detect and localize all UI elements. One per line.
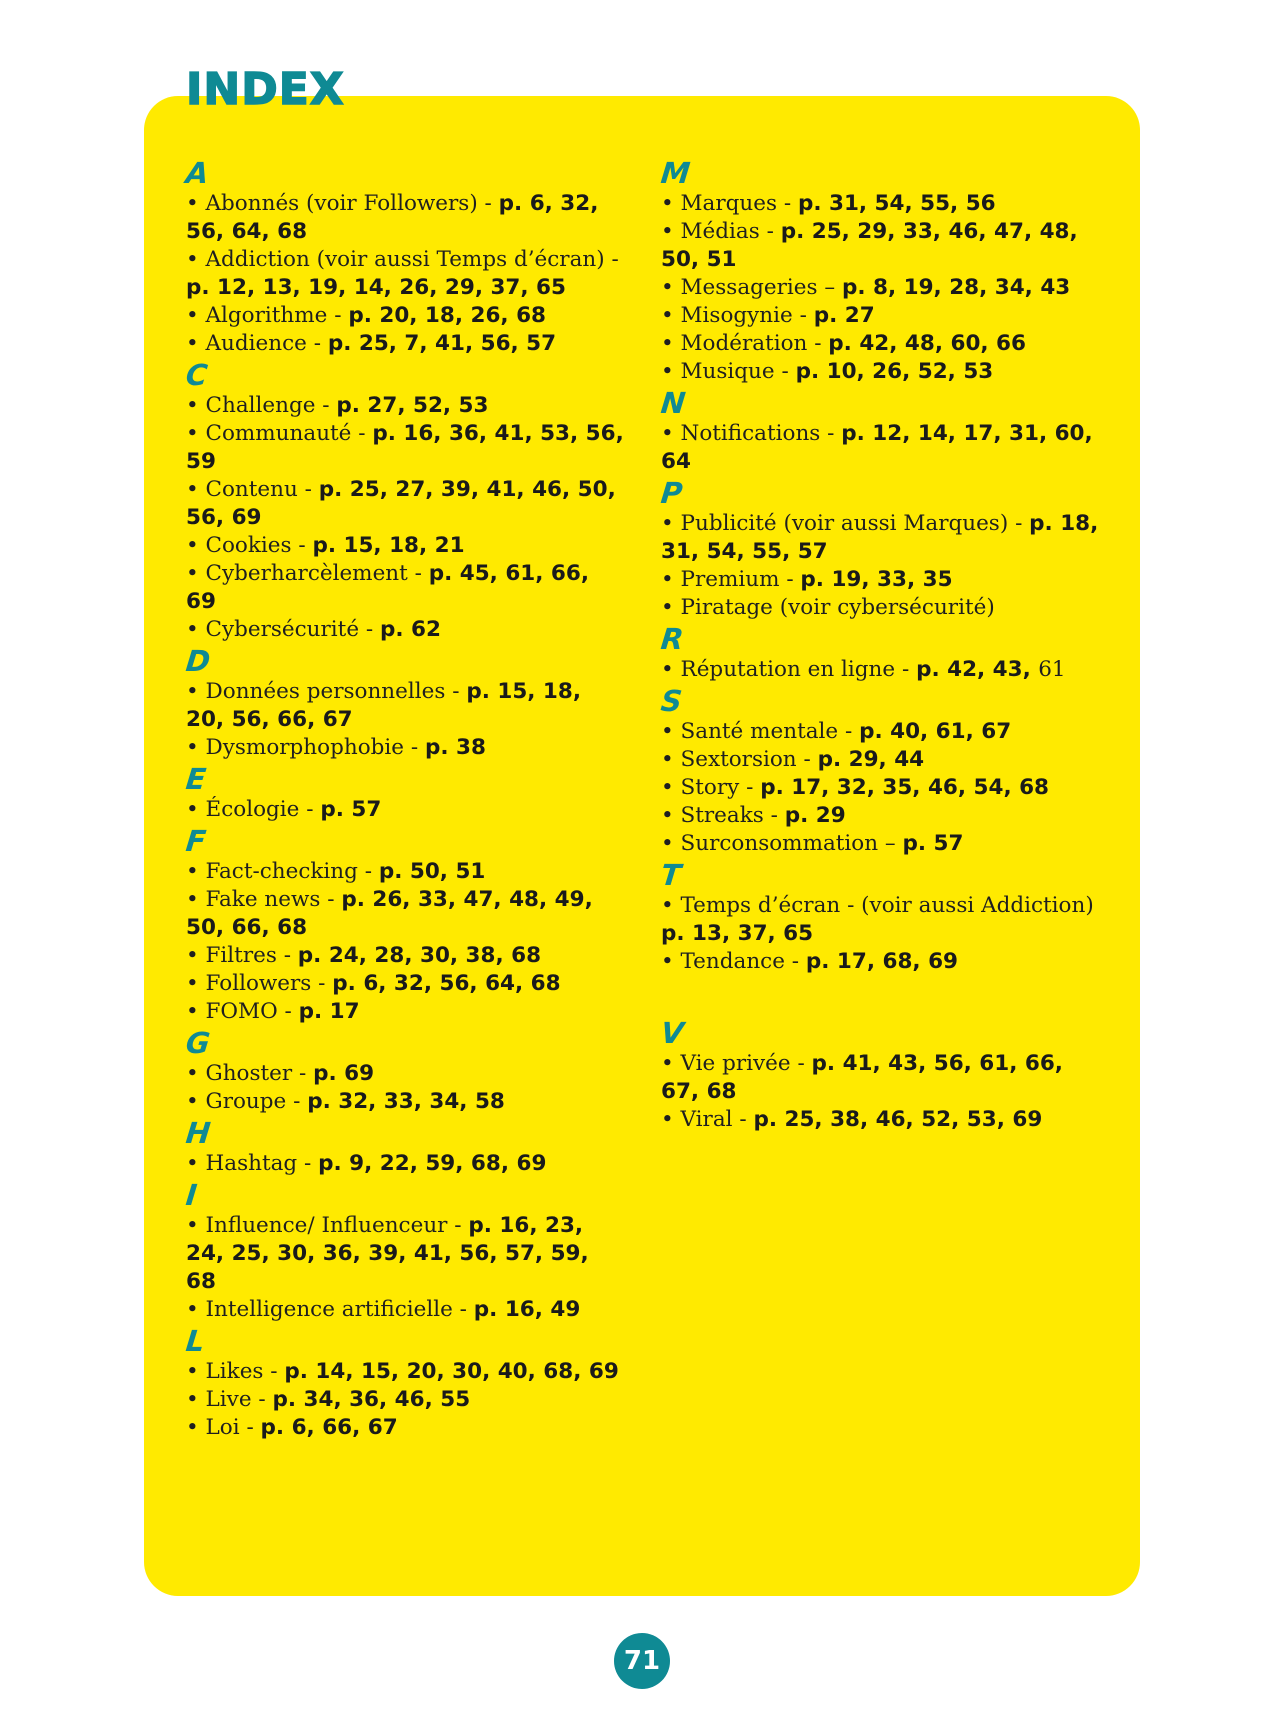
entry-pages: p. 16, 23, 24, 25, 30, 36, 39, 41, 56, 57, 59, 68 xyxy=(186,1213,589,1294)
entry-pages: p. 19, 33, 35 xyxy=(800,567,953,592)
entry-term: • Challenge - xyxy=(186,393,337,418)
entry-pages: p. 40, 61, 67 xyxy=(859,719,1012,744)
index-entry xyxy=(186,302,626,330)
section-letter: G xyxy=(184,1026,212,1060)
index-entry xyxy=(186,616,626,644)
index-entry xyxy=(186,796,626,824)
entry-term: • Écologie - xyxy=(186,797,321,822)
entry-term: • Vie privée - xyxy=(661,1051,812,1076)
entry-term: • Musique - xyxy=(661,359,796,384)
index-entry xyxy=(186,734,626,762)
index-entry xyxy=(661,1106,1101,1134)
entry-term: • Santé mentale - xyxy=(661,719,860,744)
entry-term: • Piratage (voir cybersécurité) xyxy=(661,595,995,620)
entry-pages: p. 27 xyxy=(813,303,875,328)
entry-pages: p. 12, 14, 17, 31, 60, 64 xyxy=(661,421,1093,474)
entry-term: • Dysmorphophobie - xyxy=(186,735,425,760)
entry-term: • Streaks - xyxy=(661,803,785,828)
index-entry xyxy=(661,746,1101,774)
index-entry xyxy=(661,274,1101,302)
index-entry xyxy=(661,420,1101,476)
entry-pages: p. 16, 36, 41, 53, 56, 59 xyxy=(186,421,624,474)
entry-pages: p. 6, 32, 56, 64, 68 xyxy=(332,971,561,996)
entry-pages: p. 18, 31, 54, 55, 57 xyxy=(661,511,1099,564)
entry-pages: p. 42, 48, 60, 66 xyxy=(828,331,1026,356)
index-column-left xyxy=(186,156,626,1442)
entry-pages: p. 17, 68, 69 xyxy=(805,949,958,974)
index-entry xyxy=(186,970,626,998)
index-section-g xyxy=(186,1026,626,1116)
entry-pages: p. 16, 49 xyxy=(473,1297,581,1322)
index-entry xyxy=(186,476,626,532)
entry-term: • Messageries – xyxy=(661,275,842,300)
index-entry xyxy=(661,1050,1101,1106)
index-entry xyxy=(186,678,626,734)
entry-term: • Fact-checking - xyxy=(186,859,379,884)
entry-term: • Addiction (voir aussi Temps d’écran) - xyxy=(186,247,619,272)
index-entry xyxy=(661,218,1101,274)
entry-pages: p. 41, 43, 56, 61, 66, 67, 68 xyxy=(661,1051,1063,1104)
entry-term: • Loi - xyxy=(186,1415,261,1440)
index-entry xyxy=(186,998,626,1026)
entry-pages-extra: 61 xyxy=(1038,657,1066,682)
entry-term: • Hashtag - xyxy=(186,1151,319,1176)
index-entry xyxy=(186,532,626,560)
entry-term: • Contenu - xyxy=(186,477,319,502)
index-section-r xyxy=(661,622,1101,684)
entry-term: • Ghoster - xyxy=(186,1061,314,1086)
entry-pages: p. 26, 33, 47, 48, 49, 50, 66, 68 xyxy=(186,887,593,940)
index-section-a xyxy=(186,156,626,358)
entry-term: • Abonnés (voir Followers) - xyxy=(186,191,499,216)
section-letter: H xyxy=(184,1116,213,1150)
index-section-f xyxy=(186,824,626,1026)
entry-pages: p. 25, 29, 33, 46, 47, 48, 50, 51 xyxy=(661,219,1078,272)
entry-term: • Audience - xyxy=(186,331,328,356)
entry-pages: p. 38 xyxy=(424,735,486,760)
entry-pages: p. 45, 61, 66, 69 xyxy=(186,561,589,614)
index-entry xyxy=(661,718,1101,746)
entry-pages: p. 25, 38, 46, 52, 53, 69 xyxy=(753,1107,1043,1132)
entry-term: • Influence/ Influenceur - xyxy=(186,1213,469,1238)
index-entry xyxy=(186,1296,626,1324)
index-entry xyxy=(186,330,626,358)
entry-pages: p. 25, 27, 39, 41, 46, 50, 56, 69 xyxy=(186,477,616,530)
index-section-s xyxy=(661,684,1101,858)
index-entry xyxy=(661,510,1101,566)
index-entry xyxy=(186,1060,626,1088)
entry-pages: p. 27, 52, 53 xyxy=(336,393,489,418)
index-entry xyxy=(186,1414,626,1442)
entry-pages: p. 20, 18, 26, 68 xyxy=(348,303,546,328)
entry-term: • Fake news - xyxy=(186,887,342,912)
entry-term: • Intelligence artificielle - xyxy=(186,1297,474,1322)
entry-pages: p. 13, 37, 65 xyxy=(661,921,814,946)
entry-term: • Sextorsion - xyxy=(661,747,818,772)
entry-term: • Viral - xyxy=(661,1107,754,1132)
entry-pages: p. 15, 18, 21 xyxy=(312,533,465,558)
section-letter: F xyxy=(184,824,208,858)
index-entry xyxy=(661,330,1101,358)
entry-term: • Données personnelles - xyxy=(186,679,467,704)
index-entry xyxy=(661,948,1101,976)
entry-pages: p. 10, 26, 52, 53 xyxy=(795,359,994,384)
index-entry xyxy=(661,190,1101,218)
section-letter: R xyxy=(659,622,686,656)
entry-pages: p. 17, 32, 35, 46, 54, 68 xyxy=(760,775,1050,800)
index-entry xyxy=(661,774,1101,802)
index-panel xyxy=(144,96,1140,1596)
index-section-d xyxy=(186,644,626,762)
entry-pages: p. 57 xyxy=(320,797,382,822)
entry-pages: p. 6, 32, 56, 64, 68 xyxy=(186,191,599,244)
index-section-p xyxy=(661,476,1101,622)
entry-pages: p. 62 xyxy=(379,617,441,642)
entry-term: • Story - xyxy=(661,775,761,800)
index-entry xyxy=(661,656,1101,684)
index-section-i xyxy=(186,1178,626,1324)
index-entry xyxy=(186,420,626,476)
entry-pages: p. 9, 22, 59, 68, 69 xyxy=(318,1151,547,1176)
entry-term: • Communauté - xyxy=(186,421,373,446)
index-entry xyxy=(186,392,626,420)
index-entry xyxy=(186,560,626,616)
index-entry xyxy=(186,246,626,302)
index-section-n xyxy=(661,386,1101,476)
index-section-c xyxy=(186,358,626,644)
entry-pages: p. 8, 19, 28, 34, 43 xyxy=(841,275,1071,300)
index-entry xyxy=(186,1088,626,1116)
entry-pages: p. 15, 18, 20, 56, 66, 67 xyxy=(186,679,582,732)
index-entry xyxy=(661,892,1101,948)
entry-term: • Marques - xyxy=(661,191,798,216)
entry-term: • Groupe - xyxy=(186,1089,308,1114)
entry-term: • Algorithme - xyxy=(186,303,349,328)
index-entry xyxy=(186,1150,626,1178)
entry-pages: p. 12, 13, 19, 14, 26, 29, 37, 65 xyxy=(186,275,566,300)
index-section-v xyxy=(661,1016,1101,1134)
section-letter: L xyxy=(184,1324,207,1358)
entry-term: • Premium - xyxy=(661,567,801,592)
index-section-e xyxy=(186,762,626,824)
entry-pages: p. 14, 15, 20, 30, 40, 68, 69 xyxy=(284,1359,619,1384)
entry-pages: p. 32, 33, 34, 58 xyxy=(307,1089,505,1114)
section-letter: D xyxy=(184,644,212,678)
index-entry xyxy=(186,858,626,886)
section-letter: E xyxy=(184,762,208,796)
entry-term: • Notifications - xyxy=(661,421,842,446)
index-entry xyxy=(661,802,1101,830)
entry-term: • Followers - xyxy=(186,971,333,996)
entry-pages: p. 29 xyxy=(784,803,846,828)
section-letter: C xyxy=(184,358,210,392)
index-section-t xyxy=(661,858,1101,976)
section-letter: N xyxy=(659,386,688,420)
entry-pages: p. 69 xyxy=(313,1061,375,1086)
entry-term: • Surconsommation – xyxy=(661,831,903,856)
entry-term: • Misogynie - xyxy=(661,303,814,328)
section-letter: P xyxy=(659,476,685,510)
index-column-right xyxy=(661,156,1101,1134)
index-entry xyxy=(661,566,1101,594)
entry-pages: p. 17 xyxy=(298,999,360,1024)
index-section-l xyxy=(186,1324,626,1442)
entry-term: • Likes - xyxy=(186,1359,285,1384)
entry-pages: p. 25, 7, 41, 56, 57 xyxy=(327,331,557,356)
entry-pages: p. 42, 43, xyxy=(916,657,1039,682)
entry-term: • Cybersécurité - xyxy=(186,617,380,642)
section-letter: A xyxy=(184,156,211,190)
entry-term: • Cyberharcèlement - xyxy=(186,561,429,586)
index-entry xyxy=(661,358,1101,386)
entry-term: • Modération - xyxy=(661,331,829,356)
entry-term: • Médias - xyxy=(661,219,781,244)
entry-pages: p. 57 xyxy=(902,831,964,856)
entry-term: • Live - xyxy=(186,1387,273,1412)
index-entry xyxy=(661,594,1101,622)
index-entry xyxy=(186,886,626,942)
index-entry xyxy=(186,1358,626,1386)
entry-term: • FOMO - xyxy=(186,999,299,1024)
index-section-m xyxy=(661,156,1101,386)
index-entry xyxy=(186,1386,626,1414)
section-letter: V xyxy=(659,1016,686,1050)
entry-term: • Tendance - xyxy=(661,949,806,974)
section-letter: M xyxy=(659,156,692,190)
entry-pages: p. 50, 51 xyxy=(378,859,486,884)
entry-term: • Publicité (voir aussi Marques) - xyxy=(661,511,1030,536)
index-entry xyxy=(186,942,626,970)
entry-pages: p. 24, 28, 30, 38, 68 xyxy=(297,943,542,968)
section-letter: S xyxy=(659,684,684,718)
index-entry xyxy=(661,830,1101,858)
entry-pages: p. 31, 54, 55, 56 xyxy=(797,191,996,216)
page-number-badge: 71 xyxy=(614,1633,670,1689)
entry-term: • Filtres - xyxy=(186,943,298,968)
index-entry xyxy=(186,190,626,246)
entry-pages: p. 6, 66, 67 xyxy=(260,1415,398,1440)
index-entry xyxy=(186,1212,626,1296)
index-section-h xyxy=(186,1116,626,1178)
section-letter: T xyxy=(659,858,683,892)
entry-term: • Cookies - xyxy=(186,533,313,558)
entry-term: • Temps d’écran - (voir aussi Addiction) xyxy=(661,893,1094,918)
page-title: INDEX xyxy=(186,64,345,115)
index-entry xyxy=(661,302,1101,330)
section-letter: I xyxy=(184,1178,199,1212)
entry-term: • Réputation en ligne - xyxy=(661,657,917,682)
entry-pages: p. 29, 44 xyxy=(817,747,925,772)
entry-pages: p. 34, 36, 46, 55 xyxy=(272,1387,471,1412)
